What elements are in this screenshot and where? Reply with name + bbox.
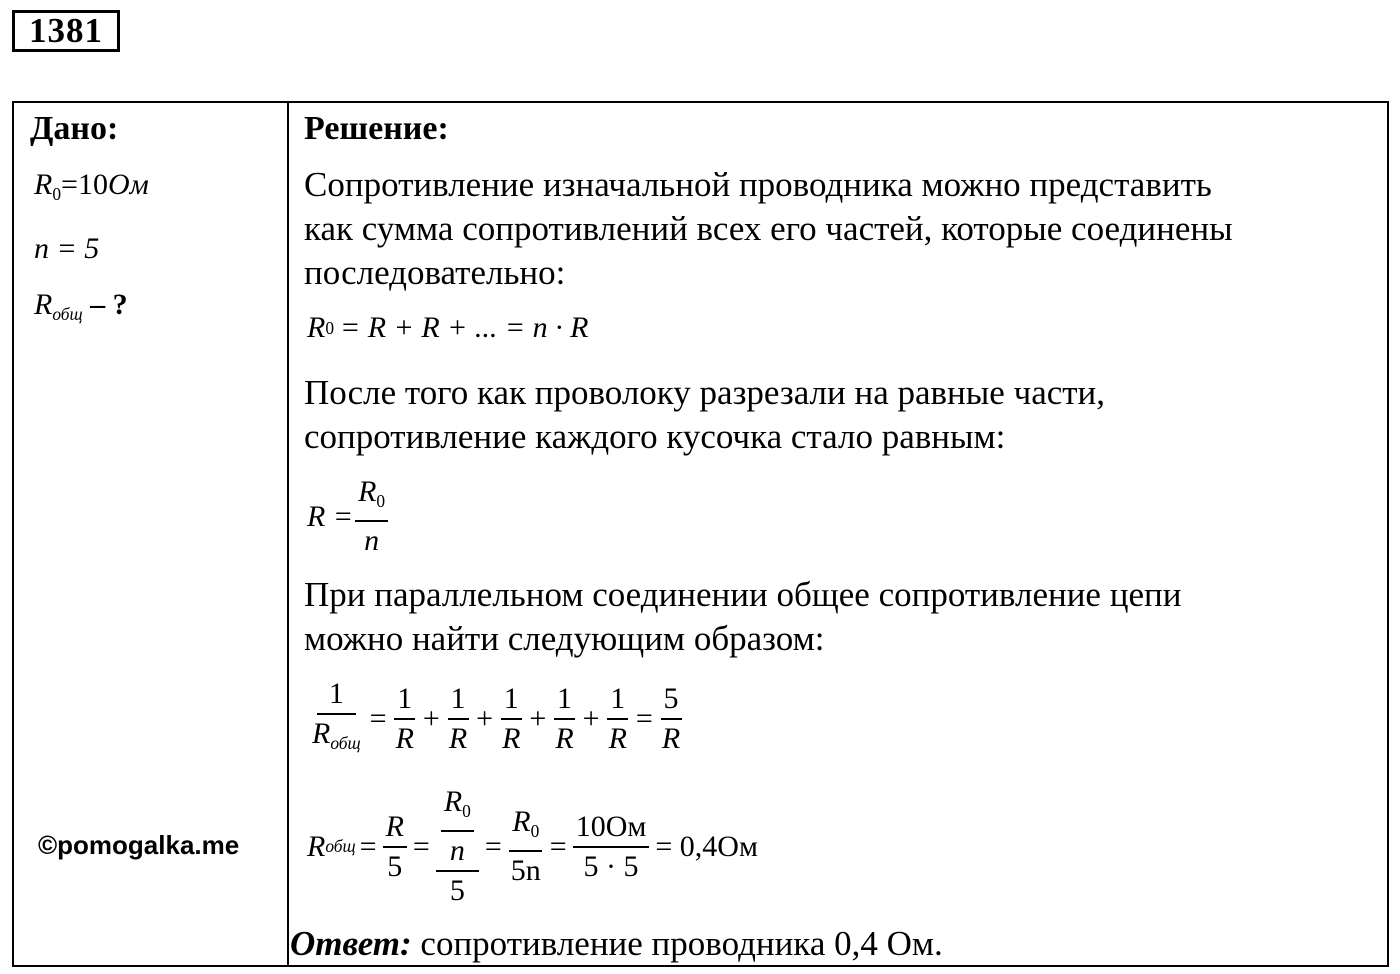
given-rtot: $R_{общ}$ – ? <box>34 288 128 325</box>
watermark: ©pomogalka.me <box>38 830 240 860</box>
problem-number: 1381 <box>12 10 120 52</box>
answer-label: Ответ: <box>290 924 412 963</box>
solution-paragraph-1: Сопротивление изначальной проводника можно представить как сумма сопротивлений всех его частей, которые соединены последовательно: <box>304 165 1233 292</box>
formula-parallel: $\frac{1}{R_{общ}}$ = $\frac{1}{R}$ + $\frac{1}{R}$ + $\frac{1}{R}$ + $\frac{1}{R}$ + $\frac{1}{R}$ = $\frac{5}{R}$ <box>312 677 681 755</box>
formula-series: R 0 = R + R + ... = n · R <box>307 311 589 344</box>
given-heading: Дано: <box>30 110 119 147</box>
answer-text: сопротивление проводника 0,4 Ом. <box>411 924 943 963</box>
formula-piece: R = $\frac{R_0}{n}$ <box>307 475 390 558</box>
answer <box>290 922 943 966</box>
solution-paragraph-3: При параллельном соединении общее сопротивление цепи можно найти следующим образом: <box>304 575 1182 658</box>
solution-heading: Решение: <box>304 110 449 147</box>
given-r0: $R_0=10Ом$ <box>34 168 149 205</box>
formula-total: R общ = $\frac{R}{5}$ = $\frac{\frac{R_0}{n}}{5}$ = $\frac{R_0}{5n}$ = $\frac{10Ом}{5 \cdot 5}$ = 0,4Ом <box>307 785 758 908</box>
given-n: n = 5 <box>34 232 100 265</box>
solution-paragraph-2: После того как проволоку разрезали на равные части, сопротивление каждого кусочка стало равным: <box>304 373 1106 456</box>
column-divider <box>287 103 289 965</box>
